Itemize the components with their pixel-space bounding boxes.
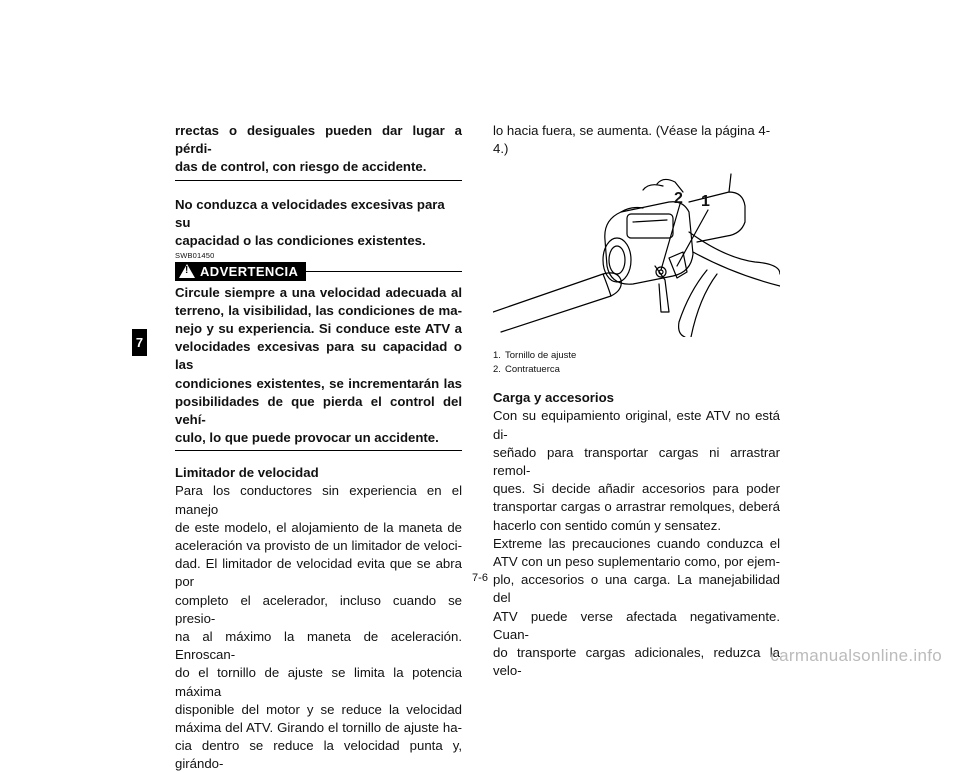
caption-text: Tornillo de ajuste [505,350,577,362]
body-line: aceleración va provisto de un limitador de veloci- [175,538,462,554]
section-title: Limitador de velocidad [175,465,319,481]
warning-text-line: Circule siempre a una velocidad adecuada al [175,284,462,300]
figure-caption [493,363,780,377]
body-line: transportar cargas o arrastrar remolques, deberá [493,499,780,515]
chapter-tab: 7 [132,329,147,356]
warning-heading-line: No conduzca a velocidades excesivas para su [175,196,445,230]
watermark: carmanualsonline.info [770,646,942,665]
warning-text-line: velocidades excesivas para su capacidad o las [175,339,462,373]
body-line: ATV con un peso suplementario como, por ejem- [493,554,780,570]
throttle-figure [493,162,780,337]
warning-text-line: culo, lo que puede provocar un accidente. [175,430,439,446]
warning-text-line: terreno, la visibilidad, las condiciones de ma- [175,302,462,318]
figure-caption [493,349,780,363]
body-line: Extreme las precauciones cuando conduzca el [493,535,780,551]
warning-heading-line: capacidad o las condiciones existentes. [175,232,426,248]
body-line: ATV puede verse afectada negativamente. Cuan- [493,608,780,642]
section-title: Carga y accesorios [493,390,614,406]
body-line: na al máximo la maneta de aceleración. Enroscan- [175,629,462,663]
warning-text-line: das de control, con riesgo de accidente. [175,159,427,175]
body-line: lo hacia fuera, se aumenta. (Véase la página 4-4.) [493,123,771,157]
warning-text-line: posibilidades de que pierda el control del vehí- [175,393,462,428]
warning-text-line: nejo y su experiencia. Si conduce este ATV a [175,321,462,337]
left-column [175,122,462,774]
body-line: do el tornillo de ajuste se limita la potencia máxima [175,665,462,699]
advertencia-badge [175,262,306,281]
warning-text-line: condiciones existentes, se incrementarán las [175,375,462,391]
divider [306,271,462,272]
warning-code: SWB01450 [175,250,215,260]
body-line: de este modelo, el alojamiento de la maneta de [175,519,462,535]
body-line: do transporte cargas adicionales, reduzca la velo- [493,645,780,679]
page-number: 7-6 [472,572,488,584]
right-column [493,122,780,680]
warning-text-line: rrectas o desiguales pueden dar lugar a pérdi- [175,123,462,157]
body-line: Con su equipamiento original, este ATV no está di- [493,408,780,442]
callout-2: 2 [674,190,683,208]
caption-number: 1. [493,350,501,362]
body-line: cia dentro se reduce la velocidad punta y, girándo- [175,738,462,772]
warning-triangle-icon [179,264,195,278]
caption-text: Contratuerca [505,364,560,376]
throttle-illustration [493,162,780,337]
body-line: completo el acelerador, incluso cuando se presio- [175,592,462,626]
advertencia-banner [175,262,462,281]
caption-number: 2. [493,364,501,376]
body-line: ques. Si decide añadir accesorios para poder [493,481,780,497]
body-line: disponible del motor y se reduce la velocidad [175,701,462,717]
body-line: hacerlo con sentido común y sensatez. [493,517,721,533]
body-line: máxima del ATV. Girando el tornillo de ajuste ha- [175,720,462,736]
body-line: señado para transportar cargas ni arrastrar remol- [493,444,780,479]
callout-1: 1 [701,193,710,211]
body-line: Para los conductores sin experiencia en el manejo [175,483,462,517]
section-body [175,482,462,773]
advertencia-label: ADVERTENCIA [200,263,299,279]
body-line: dad. El limitador de velocidad evita que se abra por [175,556,462,590]
section-body [493,407,780,680]
body-line: plo, accesorios o una carga. La manejabilidad del [493,572,780,606]
